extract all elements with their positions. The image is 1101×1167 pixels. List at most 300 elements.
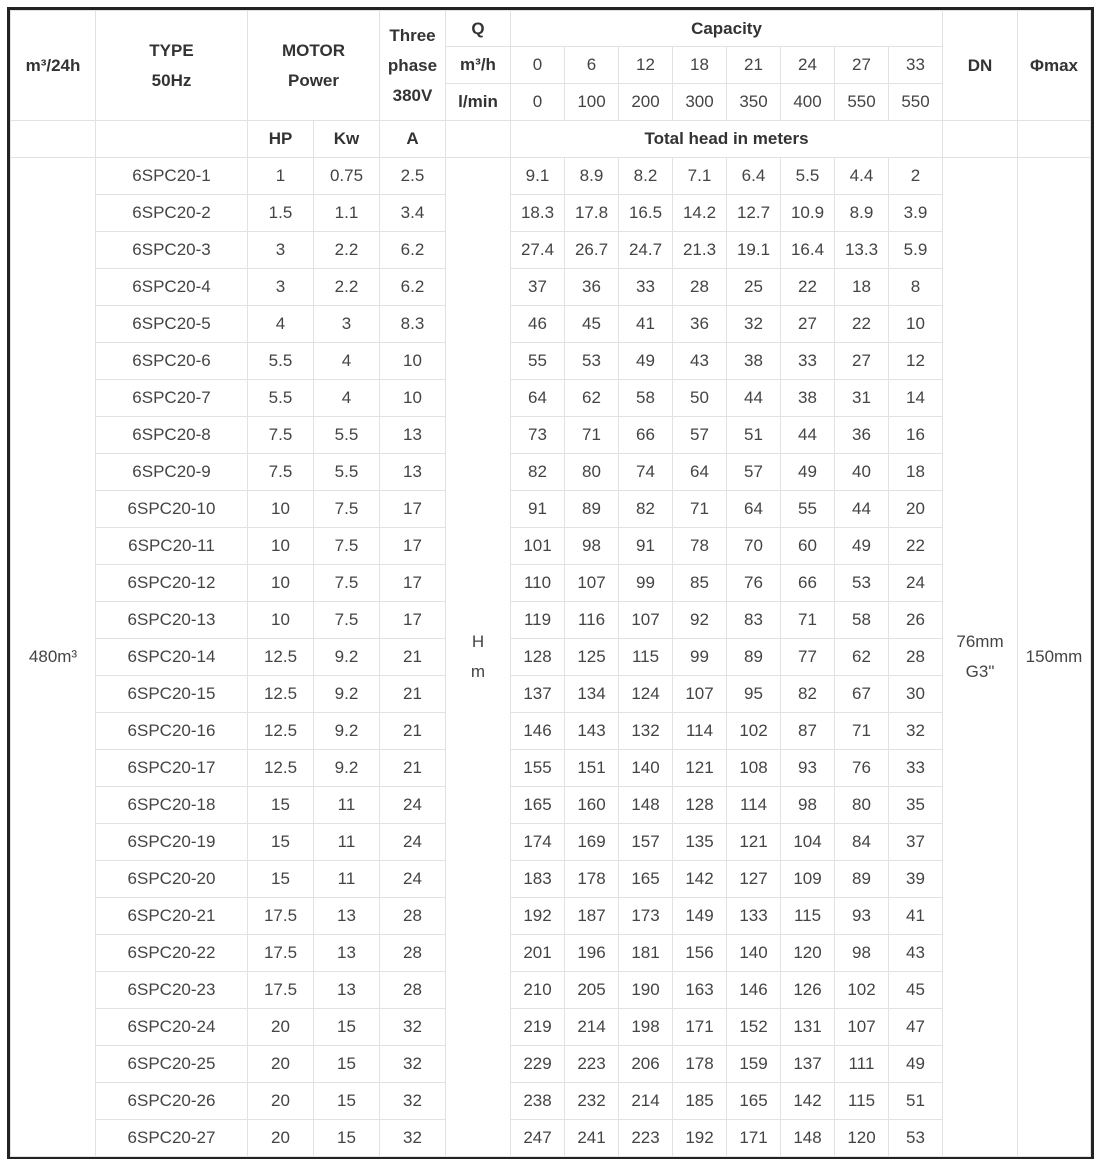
three-phase-header xyxy=(380,11,446,121)
head-value: 159 xyxy=(727,1046,781,1083)
flow-m3h-value: 18 xyxy=(673,47,727,84)
head-value: 125 xyxy=(565,639,619,676)
head-value: 8 xyxy=(889,269,943,306)
motor-hp: 5.5 xyxy=(248,380,314,417)
head-value: 163 xyxy=(673,972,727,1009)
head-value: 98 xyxy=(781,787,835,824)
motor-amp: 21 xyxy=(380,639,446,676)
head-value: 132 xyxy=(619,713,673,750)
kw-header: Kw xyxy=(314,121,380,158)
head-value: 45 xyxy=(889,972,943,1009)
table-row xyxy=(11,1120,1091,1157)
motor-kw: 13 xyxy=(314,972,380,1009)
head-value: 28 xyxy=(673,269,727,306)
table-row xyxy=(11,1046,1091,1083)
head-value: 66 xyxy=(781,565,835,602)
head-value: 64 xyxy=(673,454,727,491)
motor-kw: 5.5 xyxy=(314,454,380,491)
motor-amp: 17 xyxy=(380,528,446,565)
amp-header: A xyxy=(380,121,446,158)
head-value: 36 xyxy=(835,417,889,454)
motor-header-line1: MOTOR xyxy=(282,40,345,60)
flow-lmin-value: 350 xyxy=(727,84,781,121)
pump-spec-table xyxy=(10,10,1091,1157)
motor-hp: 1.5 xyxy=(248,195,314,232)
head-value: 74 xyxy=(619,454,673,491)
motor-kw: 1.1 xyxy=(314,195,380,232)
table-row xyxy=(11,306,1091,343)
head-value: 91 xyxy=(511,491,565,528)
head-value: 40 xyxy=(835,454,889,491)
head-value: 89 xyxy=(565,491,619,528)
head-value: 157 xyxy=(619,824,673,861)
head-value: 128 xyxy=(511,639,565,676)
head-value: 64 xyxy=(727,491,781,528)
head-value: 8.2 xyxy=(619,158,673,195)
head-value: 64 xyxy=(511,380,565,417)
head-value: 165 xyxy=(727,1083,781,1120)
pump-type: 6SPC20-23 xyxy=(96,972,248,1009)
head-value: 49 xyxy=(835,528,889,565)
head-value: 76 xyxy=(727,565,781,602)
motor-kw: 11 xyxy=(314,787,380,824)
pump-type: 6SPC20-15 xyxy=(96,676,248,713)
motor-kw: 9.2 xyxy=(314,750,380,787)
head-value: 73 xyxy=(511,417,565,454)
head-value: 70 xyxy=(727,528,781,565)
head-value: 33 xyxy=(619,269,673,306)
head-value: 71 xyxy=(673,491,727,528)
head-value: 44 xyxy=(835,491,889,528)
head-value: 107 xyxy=(673,676,727,713)
head-value: 14 xyxy=(889,380,943,417)
head-value: 18 xyxy=(835,269,889,306)
head-value: 24 xyxy=(889,565,943,602)
type-header-line2: 50Hz xyxy=(151,70,192,90)
head-value: 131 xyxy=(781,1009,835,1046)
daily-capacity-value: 480m³ xyxy=(11,158,96,1157)
head-value: 12 xyxy=(889,343,943,380)
head-value: 39 xyxy=(889,861,943,898)
head-value: 53 xyxy=(565,343,619,380)
motor-amp: 17 xyxy=(380,491,446,528)
head-value: 101 xyxy=(511,528,565,565)
head-value: 43 xyxy=(889,935,943,972)
head-value: 178 xyxy=(673,1046,727,1083)
motor-amp: 28 xyxy=(380,935,446,972)
head-value: 152 xyxy=(727,1009,781,1046)
table-row xyxy=(11,269,1091,306)
q-header: Q xyxy=(446,11,511,47)
motor-amp: 28 xyxy=(380,898,446,935)
head-value: 102 xyxy=(835,972,889,1009)
motor-amp: 32 xyxy=(380,1009,446,1046)
head-value: 62 xyxy=(565,380,619,417)
head-value: 38 xyxy=(727,343,781,380)
motor-amp: 28 xyxy=(380,972,446,1009)
table-row xyxy=(11,343,1091,380)
pump-type: 6SPC20-21 xyxy=(96,898,248,935)
head-value: 120 xyxy=(835,1120,889,1157)
head-value: 32 xyxy=(889,713,943,750)
head-value: 109 xyxy=(781,861,835,898)
motor-kw: 11 xyxy=(314,824,380,861)
head-value: 18 xyxy=(889,454,943,491)
head-value: 85 xyxy=(673,565,727,602)
table-row xyxy=(11,565,1091,602)
phi-max-header: Φmax xyxy=(1018,11,1091,121)
head-value: 57 xyxy=(673,417,727,454)
head-value: 67 xyxy=(835,676,889,713)
head-value: 53 xyxy=(889,1120,943,1157)
pump-type: 6SPC20-1 xyxy=(96,158,248,195)
head-value: 115 xyxy=(781,898,835,935)
head-value: 107 xyxy=(565,565,619,602)
motor-power-header xyxy=(248,11,380,121)
head-value: 89 xyxy=(727,639,781,676)
head-value: 205 xyxy=(565,972,619,1009)
head-value: 25 xyxy=(727,269,781,306)
daily-capacity-spacer xyxy=(11,121,96,158)
motor-kw: 2.2 xyxy=(314,269,380,306)
pump-type: 6SPC20-5 xyxy=(96,306,248,343)
head-value: 223 xyxy=(565,1046,619,1083)
motor-amp: 13 xyxy=(380,454,446,491)
flow-lmin-value: 400 xyxy=(781,84,835,121)
dn-value-line2: G3" xyxy=(965,662,995,681)
pump-type: 6SPC20-9 xyxy=(96,454,248,491)
head-value: 146 xyxy=(727,972,781,1009)
motor-kw: 7.5 xyxy=(314,528,380,565)
pump-type: 6SPC20-12 xyxy=(96,565,248,602)
head-value: 183 xyxy=(511,861,565,898)
phase-header-line2: phase xyxy=(387,55,438,75)
flow-lmin-value: 550 xyxy=(889,84,943,121)
head-value: 148 xyxy=(619,787,673,824)
head-value: 30 xyxy=(889,676,943,713)
dn-value-line1: 76mm xyxy=(956,632,1004,651)
head-value: 114 xyxy=(673,713,727,750)
head-value: 214 xyxy=(565,1009,619,1046)
head-value: 55 xyxy=(781,491,835,528)
type-spacer xyxy=(96,121,248,158)
pump-type: 6SPC20-25 xyxy=(96,1046,248,1083)
table-row xyxy=(11,824,1091,861)
flow-lmin-value: 200 xyxy=(619,84,673,121)
head-value: 8.9 xyxy=(835,195,889,232)
motor-kw: 2.2 xyxy=(314,232,380,269)
motor-kw: 9.2 xyxy=(314,713,380,750)
head-value: 89 xyxy=(835,861,889,898)
head-value: 18.3 xyxy=(511,195,565,232)
head-value: 3.9 xyxy=(889,195,943,232)
pump-type: 6SPC20-11 xyxy=(96,528,248,565)
motor-hp: 4 xyxy=(248,306,314,343)
pump-type: 6SPC20-17 xyxy=(96,750,248,787)
head-value: 160 xyxy=(565,787,619,824)
flow-unit-m3h: m³/h xyxy=(446,47,511,84)
motor-amp: 21 xyxy=(380,676,446,713)
table-row xyxy=(11,158,1091,195)
motor-hp: 1 xyxy=(248,158,314,195)
motor-kw: 15 xyxy=(314,1120,380,1157)
table-row xyxy=(11,1009,1091,1046)
motor-hp: 10 xyxy=(248,602,314,639)
motor-kw: 4 xyxy=(314,380,380,417)
head-value: 214 xyxy=(619,1083,673,1120)
head-value: 115 xyxy=(835,1083,889,1120)
flow-lmin-value: 0 xyxy=(511,84,565,121)
motor-hp: 20 xyxy=(248,1009,314,1046)
head-value: 107 xyxy=(619,602,673,639)
head-value: 219 xyxy=(511,1009,565,1046)
motor-kw: 15 xyxy=(314,1046,380,1083)
pump-type: 6SPC20-4 xyxy=(96,269,248,306)
head-value: 146 xyxy=(511,713,565,750)
head-value: 4.4 xyxy=(835,158,889,195)
head-value: 121 xyxy=(727,824,781,861)
motor-amp: 24 xyxy=(380,824,446,861)
head-value: 5.5 xyxy=(781,158,835,195)
head-value: 198 xyxy=(619,1009,673,1046)
head-value: 229 xyxy=(511,1046,565,1083)
head-value: 57 xyxy=(727,454,781,491)
table-body xyxy=(11,11,1091,1157)
head-value: 44 xyxy=(727,380,781,417)
pump-spec-table-frame xyxy=(7,7,1094,1159)
motor-amp: 32 xyxy=(380,1046,446,1083)
head-value: 49 xyxy=(619,343,673,380)
motor-hp: 17.5 xyxy=(248,935,314,972)
motor-hp: 7.5 xyxy=(248,417,314,454)
pump-type: 6SPC20-18 xyxy=(96,787,248,824)
pump-type: 6SPC20-22 xyxy=(96,935,248,972)
motor-hp: 20 xyxy=(248,1120,314,1157)
head-value: 10 xyxy=(889,306,943,343)
motor-amp: 21 xyxy=(380,750,446,787)
head-value: 126 xyxy=(781,972,835,1009)
table-row xyxy=(11,602,1091,639)
head-value: 47 xyxy=(889,1009,943,1046)
type-header xyxy=(96,11,248,121)
motor-kw: 15 xyxy=(314,1083,380,1120)
head-value: 27 xyxy=(835,343,889,380)
head-unit-h: H xyxy=(471,632,485,651)
motor-hp: 17.5 xyxy=(248,898,314,935)
head-value: 46 xyxy=(511,306,565,343)
flow-unit-lmin: l/min xyxy=(446,84,511,121)
table-row xyxy=(11,639,1091,676)
phi-max-value: 150mm xyxy=(1018,158,1091,1157)
table-row xyxy=(11,787,1091,824)
head-value: 192 xyxy=(511,898,565,935)
head-value: 51 xyxy=(889,1083,943,1120)
head-unit-m: m xyxy=(470,662,486,681)
head-value: 71 xyxy=(835,713,889,750)
motor-hp: 12.5 xyxy=(248,639,314,676)
head-value: 78 xyxy=(673,528,727,565)
head-value: 82 xyxy=(511,454,565,491)
head-value: 35 xyxy=(889,787,943,824)
table-row xyxy=(11,232,1091,269)
total-head-header: Total head in meters xyxy=(511,121,943,158)
head-value: 80 xyxy=(565,454,619,491)
motor-hp: 15 xyxy=(248,787,314,824)
head-value: 13.3 xyxy=(835,232,889,269)
motor-kw: 0.75 xyxy=(314,158,380,195)
head-value: 206 xyxy=(619,1046,673,1083)
motor-kw: 7.5 xyxy=(314,491,380,528)
head-value: 247 xyxy=(511,1120,565,1157)
table-row xyxy=(11,195,1091,232)
type-header-line1: TYPE xyxy=(149,40,194,60)
head-value: 201 xyxy=(511,935,565,972)
motor-amp: 21 xyxy=(380,713,446,750)
head-value: 128 xyxy=(673,787,727,824)
table-row xyxy=(11,528,1091,565)
head-value: 43 xyxy=(673,343,727,380)
phase-header-line3: 380V xyxy=(392,85,433,105)
pump-type: 6SPC20-10 xyxy=(96,491,248,528)
head-value: 22 xyxy=(889,528,943,565)
motor-amp: 6.2 xyxy=(380,232,446,269)
head-value: 50 xyxy=(673,380,727,417)
flow-m3h-value: 33 xyxy=(889,47,943,84)
head-value: 49 xyxy=(889,1046,943,1083)
head-value: 45 xyxy=(565,306,619,343)
motor-kw: 3 xyxy=(314,306,380,343)
table-row xyxy=(11,1083,1091,1120)
motor-amp: 2.5 xyxy=(380,158,446,195)
head-value: 76 xyxy=(835,750,889,787)
head-value: 190 xyxy=(619,972,673,1009)
table-row xyxy=(11,935,1091,972)
pump-type: 6SPC20-6 xyxy=(96,343,248,380)
head-value: 12.7 xyxy=(727,195,781,232)
head-value: 71 xyxy=(781,602,835,639)
table-row xyxy=(11,972,1091,1009)
motor-amp: 24 xyxy=(380,861,446,898)
head-value: 31 xyxy=(835,380,889,417)
motor-amp: 17 xyxy=(380,565,446,602)
head-value: 98 xyxy=(565,528,619,565)
daily-capacity-header: m³/24h xyxy=(11,11,96,121)
head-value: 36 xyxy=(673,306,727,343)
head-value: 82 xyxy=(619,491,673,528)
motor-hp: 3 xyxy=(248,269,314,306)
motor-kw: 11 xyxy=(314,861,380,898)
head-value: 99 xyxy=(673,639,727,676)
head-value: 17.8 xyxy=(565,195,619,232)
head-value: 16.5 xyxy=(619,195,673,232)
head-value: 60 xyxy=(781,528,835,565)
head-value: 124 xyxy=(619,676,673,713)
head-value: 102 xyxy=(727,713,781,750)
head-value: 151 xyxy=(565,750,619,787)
motor-amp: 13 xyxy=(380,417,446,454)
head-value: 27.4 xyxy=(511,232,565,269)
head-value: 108 xyxy=(727,750,781,787)
head-value: 137 xyxy=(511,676,565,713)
flow-m3h-value: 27 xyxy=(835,47,889,84)
head-value: 165 xyxy=(511,787,565,824)
table-row xyxy=(11,454,1091,491)
h-column-spacer xyxy=(446,121,511,158)
motor-hp: 10 xyxy=(248,565,314,602)
motor-hp: 12.5 xyxy=(248,713,314,750)
head-value: 121 xyxy=(673,750,727,787)
table-row xyxy=(11,380,1091,417)
head-value: 169 xyxy=(565,824,619,861)
head-value: 19.1 xyxy=(727,232,781,269)
head-value: 116 xyxy=(565,602,619,639)
motor-amp: 10 xyxy=(380,343,446,380)
head-value: 93 xyxy=(835,898,889,935)
head-value: 2 xyxy=(889,158,943,195)
head-value: 142 xyxy=(781,1083,835,1120)
pump-type: 6SPC20-27 xyxy=(96,1120,248,1157)
head-value: 62 xyxy=(835,639,889,676)
dn-header: DN xyxy=(943,11,1018,121)
head-value: 127 xyxy=(727,861,781,898)
head-value: 155 xyxy=(511,750,565,787)
head-value: 37 xyxy=(889,824,943,861)
motor-header-line2: Power xyxy=(287,70,340,90)
motor-hp: 12.5 xyxy=(248,750,314,787)
pump-type: 6SPC20-8 xyxy=(96,417,248,454)
head-value: 44 xyxy=(781,417,835,454)
pump-type: 6SPC20-13 xyxy=(96,602,248,639)
head-value: 21.3 xyxy=(673,232,727,269)
head-value: 26.7 xyxy=(565,232,619,269)
head-value: 99 xyxy=(619,565,673,602)
head-value: 71 xyxy=(565,417,619,454)
head-value: 20 xyxy=(889,491,943,528)
head-value: 133 xyxy=(727,898,781,935)
head-value: 24.7 xyxy=(619,232,673,269)
head-value: 6.4 xyxy=(727,158,781,195)
motor-kw: 9.2 xyxy=(314,676,380,713)
motor-amp: 10 xyxy=(380,380,446,417)
pump-type: 6SPC20-14 xyxy=(96,639,248,676)
head-value: 32 xyxy=(727,306,781,343)
motor-hp: 12.5 xyxy=(248,676,314,713)
capacity-header: Capacity xyxy=(511,11,943,47)
head-value: 140 xyxy=(727,935,781,972)
phase-header-line1: Three xyxy=(389,25,436,45)
motor-hp: 20 xyxy=(248,1083,314,1120)
dn-spacer xyxy=(943,121,1018,158)
head-value: 104 xyxy=(781,824,835,861)
head-value: 7.1 xyxy=(673,158,727,195)
head-value: 165 xyxy=(619,861,673,898)
flow-m3h-value: 24 xyxy=(781,47,835,84)
motor-hp: 20 xyxy=(248,1046,314,1083)
head-unit-label xyxy=(446,158,511,1157)
head-value: 192 xyxy=(673,1120,727,1157)
motor-amp: 6.2 xyxy=(380,269,446,306)
head-value: 149 xyxy=(673,898,727,935)
head-value: 115 xyxy=(619,639,673,676)
motor-amp: 32 xyxy=(380,1083,446,1120)
head-value: 156 xyxy=(673,935,727,972)
motor-hp: 17.5 xyxy=(248,972,314,1009)
head-value: 83 xyxy=(727,602,781,639)
head-value: 110 xyxy=(511,565,565,602)
head-value: 171 xyxy=(727,1120,781,1157)
head-value: 58 xyxy=(835,602,889,639)
motor-kw: 7.5 xyxy=(314,565,380,602)
